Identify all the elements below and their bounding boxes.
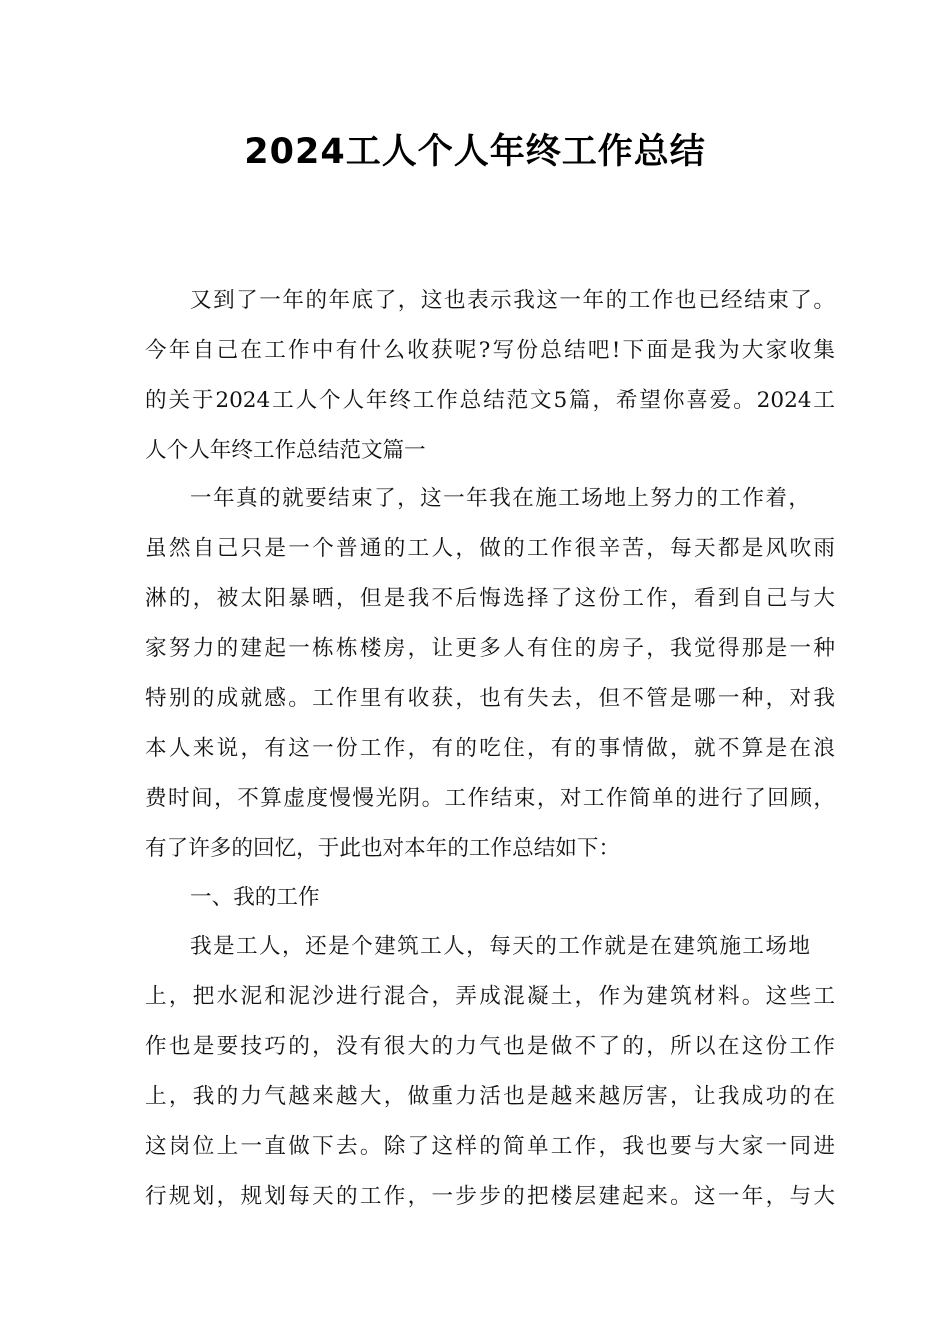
paragraph-line: 作也是要技巧的，没有很大的力气也是做不了的，所以在这份工作 bbox=[145, 1034, 835, 1059]
paragraph-line: 的关于2024工人个人年终工作总结范文5篇，希望你喜爱。2024工 bbox=[145, 388, 835, 413]
paragraph-line: 费时间，不算虚度慢慢光阴。工作结束，对工作简单的进行了回顾， bbox=[145, 786, 835, 811]
paragraph-line: 特别的成就感。工作里有收获，也有失去，但不管是哪一种，对我 bbox=[145, 686, 835, 711]
section-heading: 一、我的工作 bbox=[190, 885, 320, 910]
paragraph-line: 人个人年终工作总结范文篇一 bbox=[145, 438, 426, 463]
paragraph-line: 上，我的力气越来越大，做重力活也是越来越厉害，让我成功的在 bbox=[145, 1084, 835, 1109]
paragraph-line: 淋的，被太阳暴晒，但是我不后悔选择了这份工作，看到自己与大 bbox=[145, 586, 835, 611]
paragraph-line: 一年真的就要结束了，这一年我在施工场地上努力的工作着， bbox=[190, 486, 810, 511]
paragraph-line: 今年自己在工作中有什么收获呢?写份总结吧!下面是我为大家收集 bbox=[145, 338, 835, 363]
paragraph-line: 本人来说，有这一份工作，有的吃住，有的事情做，就不算是在浪 bbox=[145, 736, 835, 761]
paragraph-line: 这岗位上一直做下去。除了这样的简单工作，我也要与大家一同进 bbox=[145, 1134, 835, 1159]
paragraph-line: 我是工人，还是个建筑工人，每天的工作就是在建筑施工场地 bbox=[190, 934, 810, 959]
paragraph-line: 家努力的建起一栋栋楼房，让更多人有住的房子，我觉得那是一种 bbox=[145, 636, 835, 661]
document-title: 2024工人个人年终工作总结 bbox=[244, 132, 706, 172]
paragraph-line: 上，把水泥和泥沙进行混合，弄成混凝土，作为建筑材料。这些工 bbox=[145, 984, 835, 1009]
paragraph-line: 又到了一年的年底了，这也表示我这一年的工作也已经结束了。 bbox=[190, 288, 835, 313]
paragraph-line: 有了许多的回忆，于此也对本年的工作总结如下： bbox=[145, 836, 621, 861]
paragraph-line: 行规划，规划每天的工作，一步步的把楼层建起来。这一年，与大 bbox=[145, 1184, 835, 1209]
paragraph-line: 虽然自己只是一个普通的工人，做的工作很辛苦，每天都是风吹雨 bbox=[145, 536, 835, 561]
